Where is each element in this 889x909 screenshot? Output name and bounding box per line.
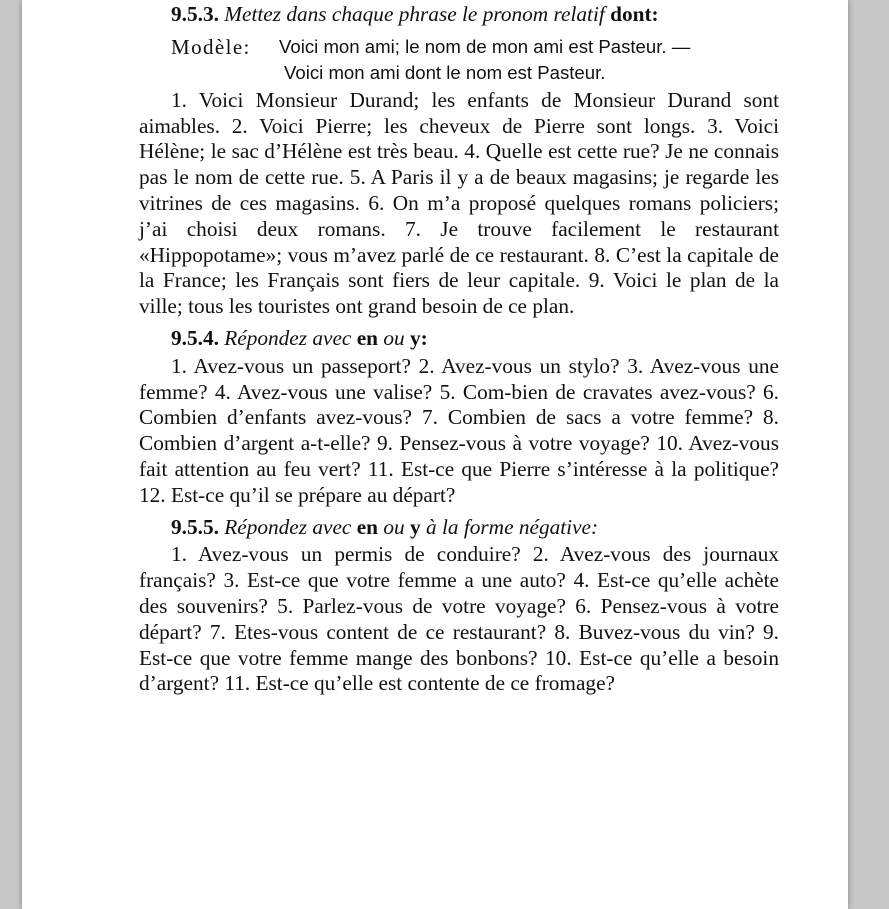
exercise-instruction: Répondez avec (224, 325, 352, 350)
model-line-1: Voici mon ami; le nom de mon ami est Pasteur. — (279, 35, 691, 57)
model-row-2 (139, 60, 779, 86)
exercise-9-5-4 (139, 326, 779, 509)
exercise-instruction: Répondez avec (224, 514, 352, 539)
exercise-body: 1. Avez-vous un permis de conduire? 2. Avez-vous des journaux français? 3. Est-ce que votre femme a une auto? 4. Est-ce qu’elle achète des souvenirs? 5. Parlez-vous de votre voyage? 6. Pensez-vous à votre départ? 7. Etes-vous content de ce restaurant? 8. Buvez-vous du vin? 9. Est-ce que votre femme mange des bonbons? 10. Est-ce qu’elle a besoin d’argent? 11. Est-ce qu’elle est contente de ce fromage? (139, 542, 779, 696)
model-label: Modèle: (171, 34, 251, 59)
page-content (139, 2, 779, 697)
exercise-keyword: en (356, 325, 379, 350)
exercise-instruction-or: ou (383, 514, 405, 539)
exercise-9-5-3 (139, 2, 779, 320)
exercise-heading (139, 326, 779, 352)
exercise-heading (139, 515, 779, 541)
exercise-body: 1. Avez-vous un passeport? 2. Avez-vous un stylo? 3. Avez-vous une femme? 4. Avez-vous une valise? 5. Com-bien de cravates avez-vous? 6. Combien d’enfants avez-vous? 7. Combien de sacs a votre femme? 8. Combien d’argent a-t-elle? 9. Pensez-vous à votre voyage? 10. Avez-vous fait attention au feu vert? 11. Est-ce que Pierre s’intéresse à la politique? 12. Est-ce qu’il se prépare au départ? (139, 353, 779, 507)
exercise-number: 9.5.3. (171, 2, 219, 26)
model-line-2: Voici mon ami dont le nom est Pasteur. (284, 61, 606, 83)
exercise-body: 1. Voici Monsieur Durand; les enfants de Monsieur Durand sont aimables. 2. Voici Pierre; les cheveux de Pierre sont longs. 3. Voici Hélène; le sac d’Hélène est très beau. 4. Quelle est cette rue? Je ne connais pas le nom de cette rue. 5. A Paris il y a de beaux magasins; je regarde les vitrines de ces magasins. 6. On m’a proposé quelques romans policiers; j’ai choisi deux romans. 7. Je trouve facilement le restaurant «Hippopotame»; vous m’avez parlé de ce restaurant. 8. C’est la capitale de la France; les Français sont fiers de leur capitale. 9. Voici le plan de la ville; tous les touristes ont grand besoin de ce plan. (139, 87, 779, 319)
exercise-number: 9.5.4. (171, 325, 219, 350)
model-row-1 (139, 34, 779, 60)
exercise-keyword: dont (610, 2, 652, 26)
exercise-number: 9.5.5. (171, 514, 219, 539)
exercise-keyword: y (409, 514, 421, 539)
heading-colon: : (651, 2, 659, 26)
exercise-instruction: Mettez dans chaque phrase le pronom relatif (224, 2, 605, 26)
exercise-instruction-tail: à la forme négative: (425, 514, 599, 539)
exercise-instruction-or: ou (383, 325, 405, 350)
exercise-heading (139, 2, 779, 28)
exercise-keyword: y: (409, 325, 428, 350)
document-page (22, 0, 848, 909)
model-example (139, 34, 779, 86)
exercise-keyword: en (356, 514, 379, 539)
exercise-9-5-5 (139, 515, 779, 698)
